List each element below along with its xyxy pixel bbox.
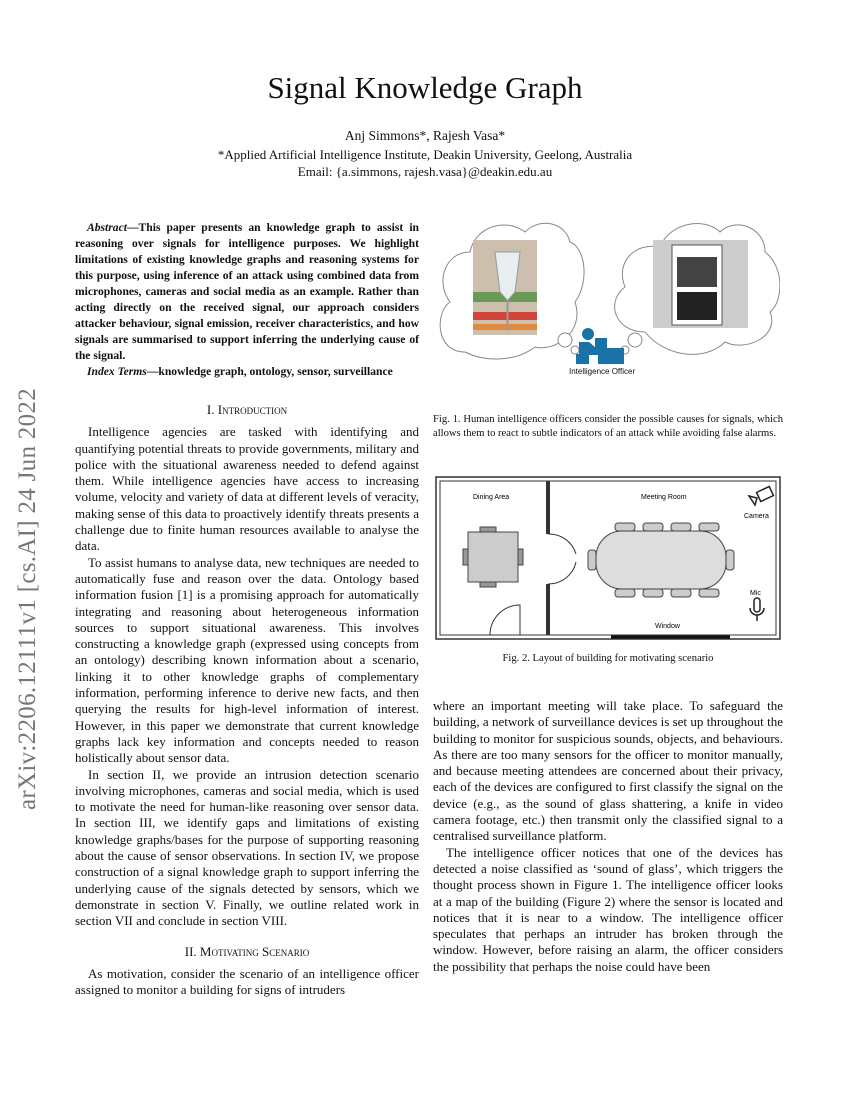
abstract-text: —This paper presents an knowledge graph to assist in reasoning over signals for intelligence purposes. We highlight limitations of existing knowledge graphs and reasoning systems for this purpose, using inference of an attack using combined data from microphones, cameras and social media as an example. Rather than acting directly on the received signal, our approach considers attacker behaviour, signal emission, receiver characteristics, and how signals are summarised to support inferring the underlying cause of the signal.	[75, 221, 419, 362]
arxiv-stamp: arXiv:2206.12111v1 [cs.AI] 24 Jun 2022	[14, 388, 41, 810]
mic-icon	[750, 598, 764, 621]
window-label: Window	[655, 623, 680, 630]
section-heading: II. Motivating Scenario	[184, 943, 310, 959]
wine-glass-photo	[473, 240, 537, 335]
figure-2-caption: Fig. 2. Layout of building for motivating scenario	[502, 653, 714, 664]
broken-window-photo	[653, 240, 748, 328]
figure-1	[435, 212, 780, 382]
affiliation: *Applied Artificial Intelligence Institute, Deakin University, Geelong, Australia	[217, 147, 633, 162]
right-column	[433, 698, 783, 975]
abstract	[75, 220, 419, 364]
intelligence-officer-icon	[576, 328, 624, 364]
section-heading: I. Introduction	[206, 402, 288, 417]
paragraph: The intelligence officer notices that one of the devices has detected a noise classified as ‘sound of glass’, which triggers the thought process shown in Figure 1. The intelligence officer looks at a map of the building (Figure 2) where the sensor is located and notices that it is near to a window. The intelligence officer speculates that perhaps an intruder has broken through the window. However, before raising an alarm, the officer considers the possibility that perhaps the noise could have been	[433, 844, 783, 974]
mic-label: Mic	[750, 590, 761, 597]
dining-area-label: Dining Area	[473, 494, 510, 501]
camera-label: Camera	[744, 513, 769, 520]
index-terms-label: Index Terms	[87, 365, 147, 378]
paragraph: where an important meeting will take place. To safeguard the building, a network of surveillance devices is set up throughout the building to monitor for suspicious sounds, objects, and behaviours. As there are too many sensors for the officer to monitor manually, and because meeting attendees are concerned about their privacy, each of the devices are configured to first classify the signal on the device (e.g., as the sound of glass shattering, a knife in video camera footage, etc.) then transmit only the classified signal to a centralised surveillance platform.	[433, 698, 783, 844]
paragraph: To assist humans to analyse data, new techniques are needed to automatically fuse and reason over the data. Ontology based information fusion [1] is a promising approach for automatically integrating and reasoning about heterogeneous information sources to support situational awareness. This involves constructing a knowledge graph (expressed using concepts from an ontology) describing known information about a scenario, linking it to other knowledge graphs of complementary information, performing inference to derive new facts, and then querying the results for high-level information of interest. However, in this paper we demonstrate that current knowledge graphs lack key information and concepts needed to reason holistically about sensor data.	[75, 554, 419, 766]
meeting-room-label: Meeting Room	[641, 494, 687, 501]
email: Email: {a.simmons, rajesh.vasa}@deakin.edu.au	[297, 164, 553, 179]
abstract-label: Abstract	[87, 221, 127, 234]
paragraph: In section II, we provide an intrusion detection scenario involving microphones, cameras and social media, which is used to motivate the need for human-like reasoning over sensor data. In section III, we identify gaps and limitations of existing knowledge graphs/bases for the purpose of supporting reasoning about the cause of sensor observations. In section IV, we propose construction of a signal knowledge graph to support inferring the underlying cause of the signals detected by sensors, which we demonstrate in section V. Finally, we outline related work in section VII and conclude in section VIII.	[75, 766, 419, 929]
camera-icon	[749, 487, 773, 505]
left-column	[75, 220, 419, 998]
index-terms-text: —knowledge graph, ontology, sensor, surveillance	[146, 365, 393, 378]
figure-1-caption: Fig. 1. Human intelligence officers consider the possible causes for signals, which allows them to react to subtle indicators of an attack while avoiding false alarms.	[433, 414, 783, 439]
index-terms	[75, 364, 419, 380]
paragraph: Intelligence agencies are tasked with identifying and quantifying potential threats to provide governments, military and police with the situational awareness needed to defend against them. While intelligence agencies have access to increasing volume, velocity and variety of data at different levels of veracity, making sense of this data to proactively identify threats presents a challenge due to finite human resources available to analyse the data.	[75, 424, 419, 554]
paragraph: As motivation, consider the scenario of an intelligence officer assigned to monitor a building for signs of intruders	[75, 965, 419, 998]
paper-title: Signal Knowledge Graph	[267, 70, 583, 105]
authors: Anj Simmons*, Rajesh Vasa*	[344, 128, 506, 143]
officer-label: Intelligence Officer	[569, 367, 636, 376]
figure-2	[433, 474, 783, 642]
